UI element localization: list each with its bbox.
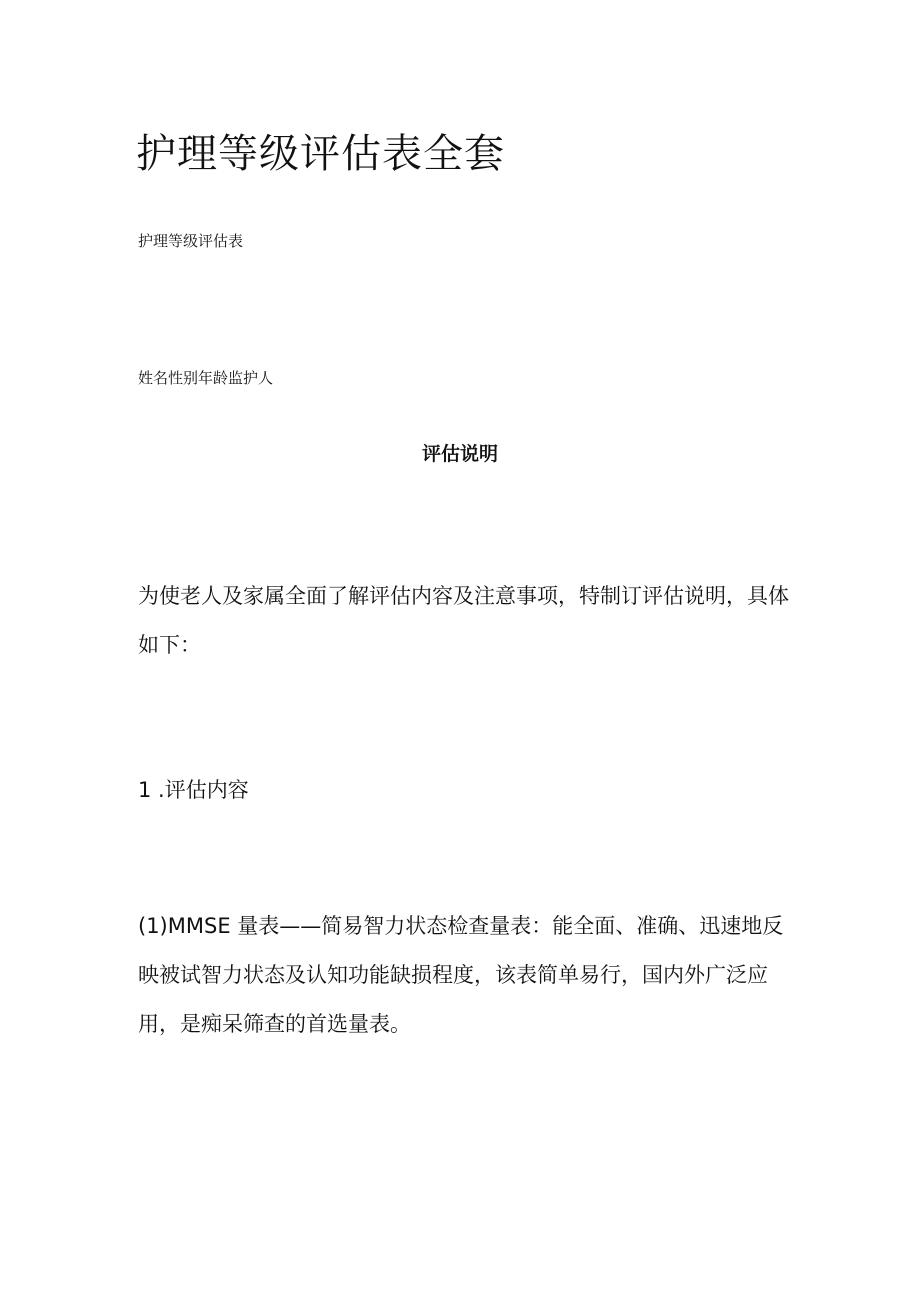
- section-heading-assessment-notes: 评估说明: [421, 443, 498, 465]
- item-heading-assessment-content: 1 .评估内容: [138, 778, 249, 802]
- document-subtitle: 护理等级评估表: [138, 232, 244, 250]
- intro-paragraph: 为使老人及家属全面了解评估内容及注意事项，特制订评估说明，具体如下：: [138, 584, 789, 657]
- document-title: 护理等级评估表全套: [136, 131, 505, 177]
- mmse-paragraph: (1)MMSE 量表——简易智力状态检查量表：能全面、准确、迅速地反映被试智力状态及认知功能缺损程度，该表简单易行，国内外广泛应用，是痴呆筛查的首选量表。: [138, 914, 784, 1036]
- patient-info-line: 姓名性别年龄监护人: [138, 369, 274, 387]
